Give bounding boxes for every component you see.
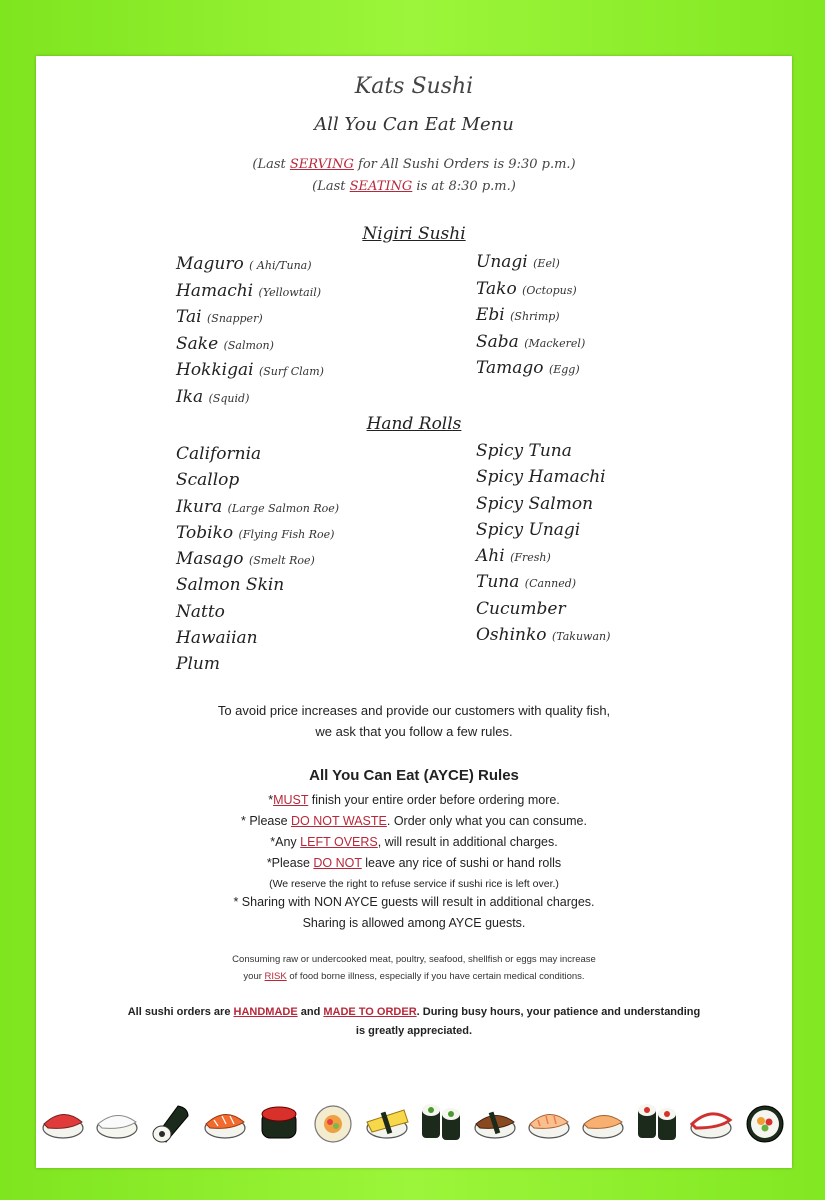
rule-line: * Please DO NOT WASTE. Order only what you can consume. xyxy=(241,814,587,828)
menu-item-description: (Octopus) xyxy=(522,283,577,297)
menu-item-description: (Snapper) xyxy=(207,312,263,325)
menu-sheet xyxy=(36,56,792,1168)
shrimp-nigiri-icon xyxy=(526,1098,572,1144)
futomaki-icon xyxy=(742,1098,788,1144)
menu-title: All You Can Eat Menu xyxy=(314,114,514,135)
nigiri-heading: Nigiri Sushi xyxy=(362,224,466,244)
tamago-nigiri-icon xyxy=(364,1098,410,1144)
tuna-maki-icon xyxy=(634,1098,680,1144)
menu-item-name: Plum xyxy=(176,654,220,675)
intro-line-1: To avoid price increases and provide our customers with quality fish, xyxy=(217,703,611,718)
menu-item-name: Ika xyxy=(176,386,204,407)
menu-item-description: (Mackerel) xyxy=(524,336,586,350)
health-warning-line-1: Consuming raw or undercooked meat, poultry, seafood, shellfish or eggs may increase xyxy=(232,954,596,965)
menu-item-name: Unagi xyxy=(476,252,528,272)
tuna-nigiri-icon xyxy=(40,1098,86,1144)
menu-item-name: Spicy Tuna xyxy=(476,441,572,461)
squid-nigiri-icon xyxy=(94,1098,140,1144)
menu-item xyxy=(476,467,610,493)
cucumber-maki-icon xyxy=(418,1098,464,1144)
menu-item-description: (Large Salmon Roe) xyxy=(227,501,340,515)
menu-item-description: (Yellowtail) xyxy=(258,285,322,299)
menu-item-description: (Shrimp) xyxy=(510,310,560,323)
menu-item-name: Maguro xyxy=(176,254,244,274)
menu-item-description: (Egg) xyxy=(548,363,580,376)
menu-item xyxy=(476,520,610,546)
intro-line-2: we ask that you follow a few rules. xyxy=(315,724,513,739)
closing-line-2: is greatly appreciated. xyxy=(355,1025,473,1037)
menu-item-name: Cucumber xyxy=(476,598,566,619)
menu-item xyxy=(176,387,324,414)
menu-item-name: Hawaiian xyxy=(176,628,258,649)
rule-line: * Sharing with NON AYCE guests will result in additional charges. xyxy=(233,895,595,909)
menu-item-name: Sake xyxy=(176,333,219,354)
menu-item-description: (Surf Clam) xyxy=(258,365,324,378)
menu-item-description: (Flying Fish Roe) xyxy=(238,527,335,541)
menu-item-description: (Canned) xyxy=(524,577,577,591)
menu-item xyxy=(476,332,585,359)
menu-item-name: Natto xyxy=(176,601,225,622)
menu-item-name: Spicy Hamachi xyxy=(476,467,606,488)
menu-item xyxy=(176,470,339,496)
menu-item xyxy=(176,444,339,470)
menu-item-name: Tako xyxy=(476,278,517,299)
menu-item-description: (Takuwan) xyxy=(551,630,611,644)
menu-item-name: Saba xyxy=(476,331,519,352)
menu-item-name: Masago xyxy=(176,549,244,570)
menu-item xyxy=(176,602,339,628)
seating-note: (Last SEATING is at 8:30 p.m.) xyxy=(312,179,516,194)
menu-item-description: ( Ahi/Tuna) xyxy=(249,259,312,272)
menu-item-name: Hokkigai xyxy=(176,360,254,380)
unagi-nigiri-icon xyxy=(472,1098,518,1144)
menu-item xyxy=(176,281,324,308)
menu-item-name: Tobiko xyxy=(176,522,234,543)
menu-item-name: Salmon Skin xyxy=(176,575,285,596)
menu-item xyxy=(176,334,324,361)
serving-note: (Last SERVING for All Sushi Orders is 9:30 p.m.) xyxy=(252,157,576,172)
menu-item xyxy=(176,628,339,654)
menu-item-name: Ebi xyxy=(476,305,505,325)
hand-rolls-right-list xyxy=(476,441,610,651)
menu-item xyxy=(176,307,324,334)
menu-item xyxy=(476,441,610,467)
menu-item-name: Tai xyxy=(176,307,202,327)
rule-line: *Please DO NOT leave any rice of sushi or hand rolls xyxy=(266,856,562,870)
california-roll-icon xyxy=(310,1098,356,1144)
menu-item-description: (Fresh) xyxy=(510,551,551,565)
rule-line: Sharing is allowed among AYCE guests. xyxy=(302,916,526,930)
menu-item-name: Tamago xyxy=(476,358,544,378)
menu-item-name: Tuna xyxy=(476,572,520,593)
hamachi-nigiri-icon xyxy=(580,1098,626,1144)
menu-item-description: (Squid) xyxy=(208,391,250,405)
menu-item xyxy=(476,546,610,572)
menu-item xyxy=(476,572,610,598)
menu-item-description: (Salmon) xyxy=(223,338,274,352)
rules-title: All You Can Eat (AYCE) Rules xyxy=(309,767,519,784)
menu-item-name: Scallop xyxy=(176,470,240,491)
closing-line-1: All sushi orders are HANDMADE and MADE TO ORDER. During busy hours, your patience and understanding xyxy=(127,1006,701,1018)
hand-rolls-left-list xyxy=(176,444,339,681)
menu-item xyxy=(176,549,339,575)
menu-item-name: Ikura xyxy=(176,496,223,517)
hand-rolls-heading: Hand Rolls xyxy=(366,414,462,434)
menu-item-description: (Eel) xyxy=(533,257,560,270)
menu-item xyxy=(476,494,610,520)
menu-item-name: California xyxy=(176,444,262,464)
menu-item xyxy=(476,599,610,625)
menu-item-name: Spicy Unagi xyxy=(476,519,581,540)
menu-item xyxy=(176,575,339,601)
menu-item-name: Ahi xyxy=(476,546,505,567)
rule-line: *MUST finish your entire order before ordering more. xyxy=(268,793,560,807)
menu-item xyxy=(476,305,585,332)
menu-item xyxy=(176,523,339,549)
sushi-illustration-row xyxy=(40,1096,788,1146)
rule-line: *Any LEFT OVERS, will result in additional charges. xyxy=(270,835,558,849)
restaurant-name: Kats Sushi xyxy=(354,74,474,99)
menu-item xyxy=(176,254,324,281)
maki-cone-icon xyxy=(148,1098,194,1144)
tuna-gunkan-icon xyxy=(256,1098,302,1144)
menu-item-name: Spicy Salmon xyxy=(476,493,594,514)
nigiri-right-list xyxy=(476,252,585,385)
menu-item xyxy=(476,358,585,385)
menu-item xyxy=(176,654,339,680)
menu-item xyxy=(476,625,610,651)
menu-item xyxy=(176,360,324,387)
rule-line: (We reserve the right to refuse service if sushi rice is left over.) xyxy=(269,878,559,890)
crab-nigiri-icon xyxy=(688,1098,734,1144)
menu-item-name: Hamachi xyxy=(176,280,254,301)
menu-item-name: Oshinko xyxy=(476,625,547,646)
menu-item-description: (Smelt Roe) xyxy=(248,554,315,568)
nigiri-left-list xyxy=(176,254,324,413)
menu-item xyxy=(176,497,339,523)
salmon-nigiri-icon xyxy=(202,1098,248,1144)
menu-item xyxy=(476,252,585,279)
menu-item xyxy=(476,279,585,306)
health-warning-line-2: your RISK of food borne illness, especially if you have certain medical conditions. xyxy=(243,971,585,982)
